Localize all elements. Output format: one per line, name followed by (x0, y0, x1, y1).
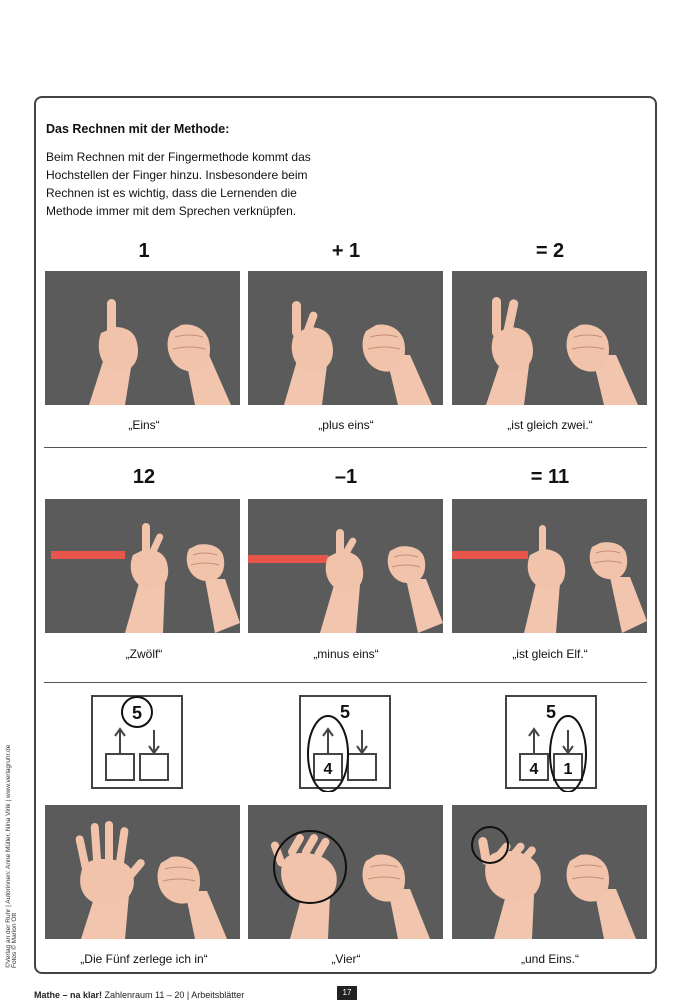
term-12: 12 (132, 466, 156, 488)
row-divider (44, 682, 647, 683)
photo-credit-line: Fotos © Marion Ott (11, 913, 18, 968)
decomposition-diagram-five (46, 692, 242, 792)
hand-photo-two-fingers (248, 271, 443, 405)
diagram-left-number: 4 (323, 761, 333, 778)
diagram-top-number: 5 (545, 702, 557, 722)
section-heading: Das Rechnen mit der Methode: (46, 122, 230, 136)
caption-ist-gleich-elf: „ist gleich Elf.“ (512, 647, 588, 661)
page-number: 17 (337, 986, 357, 1000)
diagram-right-number: 1 (563, 761, 573, 778)
caption-eins: „Eins“ (128, 418, 160, 432)
caption-zwoelf: „Zwölf“ (125, 647, 163, 661)
term-minus-1: –1 (334, 466, 358, 488)
intro-line: Beim Rechnen mit der Fingermethode kommt das (46, 150, 311, 164)
side-credit (6, 708, 18, 968)
diagram-top-number: 5 (131, 703, 143, 723)
term-equals-11: = 11 (530, 466, 570, 488)
hand-photo-open-five (45, 805, 240, 939)
footer-subtitle: Zahlenraum 11 – 20 | Arbeitsblätter (102, 990, 245, 1000)
intro-line: Methode immer mit dem Sprechen verknüpfen. (46, 204, 297, 218)
diagram-left-number: 4 (529, 761, 539, 778)
copyright-line: ©Verlag an der Ruhr | Autorinnen: Anne Müller, Nina Virik | www.verlagruhr.de (5, 744, 12, 968)
hand-photo-one-finger (45, 271, 240, 405)
hand-photo-twelve (45, 499, 240, 633)
hand-photo-minus-one (248, 499, 443, 633)
hand-photo-eleven (452, 499, 647, 633)
decomposition-diagram-four (248, 692, 444, 792)
hand-photo-thumb-up (452, 805, 647, 939)
term-plus-1: + 1 (331, 240, 361, 262)
row-divider (44, 447, 647, 448)
caption-minus-eins: „minus eins“ (313, 647, 379, 661)
caption-ist-gleich-zwei: „ist gleich zwei.“ (507, 418, 593, 432)
diagram-top-number: 5 (339, 702, 351, 722)
intro-line: Rechnen ist es wichtig, dass die Lernenden die (46, 186, 297, 200)
term-1: 1 (138, 240, 150, 262)
hand-photo-four-fingers-bent (248, 805, 443, 939)
caption-und-eins: „und Eins.“ (520, 952, 580, 966)
intro-line: Hochstellen der Finger hinzu. Insbesondere beim (46, 168, 308, 182)
intro-text (46, 148, 356, 220)
term-equals-2: = 2 (535, 240, 565, 262)
decomposition-diagram-one (452, 692, 648, 792)
caption-die-fuenf-zerlege: „Die Fünf zerlege ich in“ (80, 952, 208, 966)
caption-plus-eins: „plus eins“ (318, 418, 374, 432)
caption-vier: „Vier“ (331, 952, 361, 966)
hand-photo-two-fingers-raised (452, 271, 647, 405)
footer-text (34, 990, 244, 1000)
footer-title: Mathe – na klar! (34, 990, 103, 1000)
